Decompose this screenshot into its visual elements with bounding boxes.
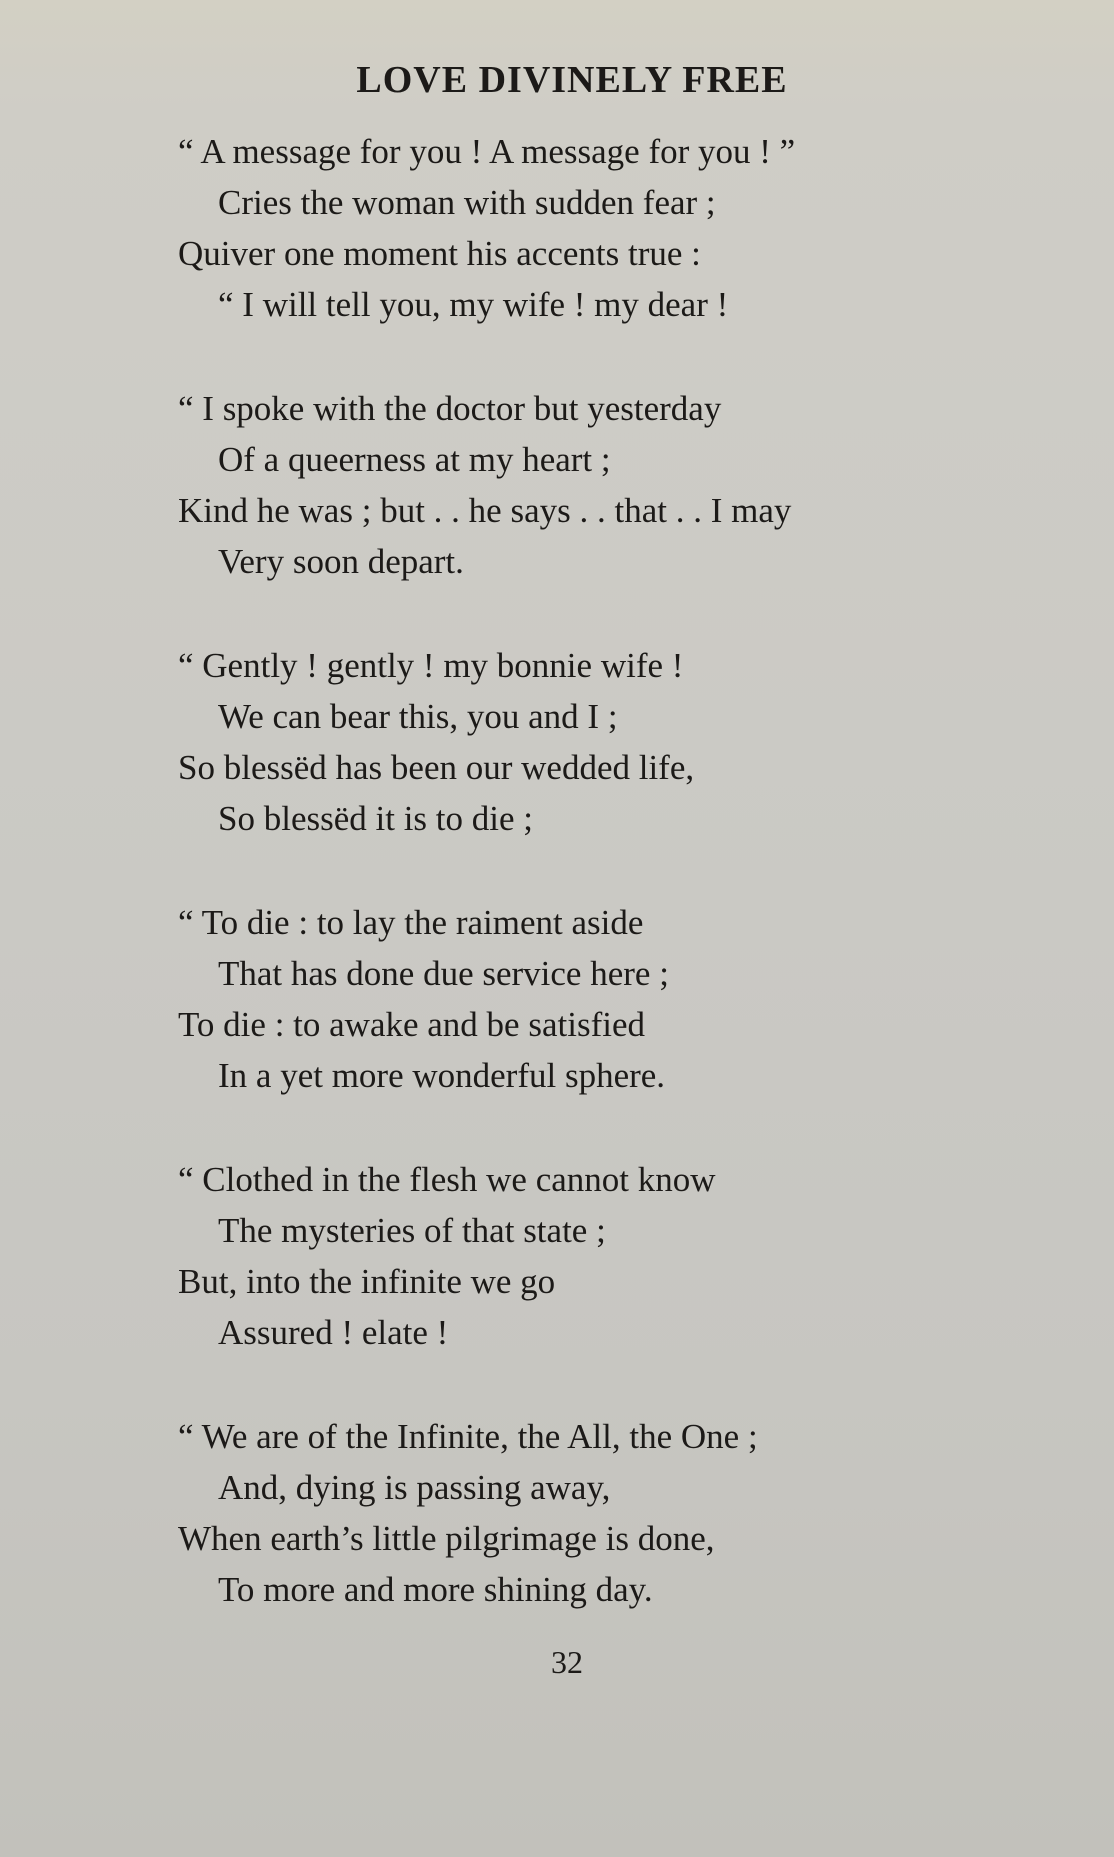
stanza <box>178 640 1038 844</box>
verse-line: “ A message for you ! A message for you ! ” <box>178 132 796 171</box>
page-number: 32 <box>551 1644 583 1680</box>
stanza <box>178 897 1038 1101</box>
verse-line: Cries the woman with sudden fear ; <box>218 183 716 222</box>
verse-line: But, into the infinite we go <box>178 1262 556 1301</box>
verse-line: In a yet more wonderful sphere. <box>218 1056 666 1095</box>
verse-line: “ I will tell you, my wife ! my dear ! <box>218 285 729 324</box>
verse-line: To more and more shining day. <box>218 1570 653 1609</box>
verse-line: Very soon depart. <box>218 542 464 581</box>
verse-line: “ Gently ! gently ! my bonnie wife ! <box>178 646 684 685</box>
poem <box>178 126 1038 1615</box>
stanza <box>178 383 1038 587</box>
running-head: LOVE DIVINELY FREE <box>356 59 788 101</box>
verse-line: Kind he was ; but . . he says . . that . . I may <box>178 491 792 530</box>
verse-line: So blessëd it is to die ; <box>218 799 533 838</box>
stanza <box>178 1154 1038 1358</box>
verse-line: To die : to awake and be satisfied <box>178 1005 645 1044</box>
stanza <box>178 126 1038 330</box>
verse-line: When earth’s little pilgrimage is done, <box>178 1519 715 1558</box>
verse-line: “ I spoke with the doctor but yesterday <box>178 389 722 428</box>
verse-line: The mysteries of that state ; <box>218 1211 606 1250</box>
verse-line: That has done due service here ; <box>218 954 669 993</box>
verse-line: Of a queerness at my heart ; <box>218 440 611 479</box>
verse-line: Quiver one moment his accents true : <box>178 234 701 273</box>
verse-line: So blessëd has been our wedded life, <box>178 748 695 787</box>
verse-line: “ Clothed in the flesh we cannot know <box>178 1160 716 1199</box>
verse-line: We can bear this, you and I ; <box>218 697 618 736</box>
verse-line: Assured ! elate ! <box>218 1313 449 1352</box>
verse-line: “ To die : to lay the raiment aside <box>178 903 644 942</box>
stanza <box>178 1411 1038 1615</box>
verse-line: “ We are of the Infinite, the All, the One ; <box>178 1417 758 1456</box>
verse-line: And, dying is passing away, <box>218 1468 611 1507</box>
